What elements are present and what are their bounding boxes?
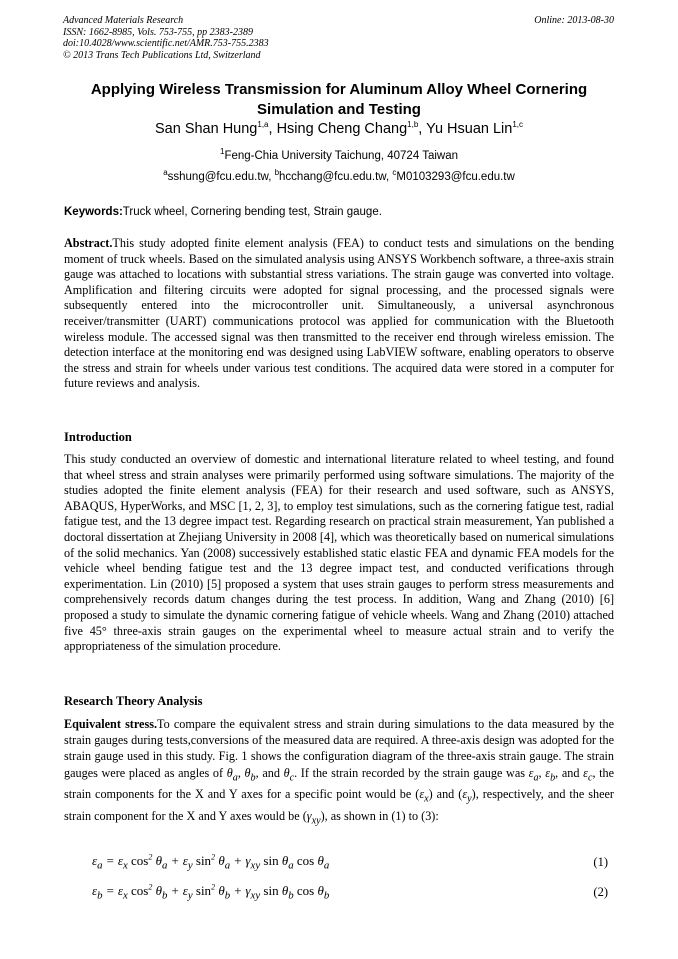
- paper-title: Applying Wireless Transmission for Aluminum Alloy Wheel Cornering Simulation and Testing: [90, 81, 588, 118]
- issn-line: ISSN: 1662-8985, Vols. 753-755, pp 2383-2389: [63, 26, 253, 38]
- introduction-paragraph: This study conducted an overview of domestic and international literature related to wheel testing, and found that wheel stress and strain analyses were primarily performed using software simulations. The majority of the studies adopted the finite element analysis (FEA) for their research and used software, such as ANSYS, ABAQUS, HyperWorks, and MSC [1, 2, 3], to employ test simulations, such as the cornering fatigue test, radial fatigue test, and the 13 degree impact test. Regarding research on practical strain measurement, Yan published a doctoral dissertation at Zhejiang University in 2008 [4], which was theoretically based on numerical simulations of the solid mechanics. Yan (2008) successively established static elastic FEA and dynamic FEA models for the vehicle wheel bending fatigue test and the 13 degree impact test, and conducted verifications through experimentation. Lin (2010) [5] proposed a system that uses strain gauges to perform stress measurements and comprehensively records datum changes during the test process. In addition, Wang and Zhang (2010) [6] proposed a study to simulate the dynamic cornering fatigue of vehicle wheels. Wang and Zhang (2010) attached five 45° three-axis strain gauges on the experimental wheel to measure actual strain and to verify the appropriateness of the simulation procedure.: [64, 452, 614, 654]
- affiliation: $^1$Feng-Chia University Taichung, 40724 Taiwan: [220, 147, 458, 162]
- author-list: San Shan Hung$^{1,a}$, Hsing Cheng Chang$^{1,b}$, Yu Hsuan Lin$^{1,c}$: [154, 120, 524, 137]
- keywords: Keywords:Truck wheel, Cornering bending test, Strain gauge.: [64, 206, 382, 218]
- abstract-label: Abstract.: [64, 236, 113, 250]
- publication-meta: [63, 15, 269, 61]
- email-list: $^a$sshung@fcu.edu.tw, $^b$hcchang@fcu.edu.tw, $^c$M0103293@fcu.edu.tw: [163, 168, 515, 183]
- equation-2: $\varepsilon_b = \varepsilon_x$ $\cos^2 \theta_b + \varepsilon_y$ $\sin^2 \theta_b + \gamma_{xy}$ $\sin \theta_b$ $\cos \theta_b$: [92, 882, 330, 902]
- doi-link[interactable]: doi:10.4028/www.scientific.net/AMR.753-755.2383: [63, 38, 269, 49]
- abstract-paragraph: Abstract.This study adopted finite element analysis (FEA) to conduct tests and simulations on the bending moment of truck wheels. Based on the simulated analysis using ANSYS Workbench software, a three-axis strain gauge was attached to locations with substantial stress variations. The strain gauge was converted into voltage. Amplification and filtering circuits were adopted for signal processing, and the processed signals were subsequently entered into the microcontroller unit. Simultaneously, a universal asynchronous receiver/transmitter (UART) communications protocol was applied for communication with the Bluetooth wireless module. The accessed signal was then transmitted to the receiver end through wireless emission. The detection interface at the monitoring end was designed using LabVIEW software, enabling operators to observe the stress and strain for wheels under various test conditions. The acquired data were stored in a computer for future reviews and analysis.: [64, 236, 614, 391]
- author-name: San Shan Hung: [154, 121, 258, 137]
- equivalent-stress-label: Equivalent stress.: [64, 717, 158, 731]
- equation-number-2: (2): [593, 885, 608, 899]
- theory-paragraph: Equivalent stress.To compare the equivalent stress and strain during simulations to the data measured by the strain gauges during tests,conversions of the measured data are required. A three-axis design was adopted for the strain gauge used in this study. Fig. 1 shows the configuration diagram of the three-axis strain gauge. The strain gauges were placed as angles of $\theta_a$, $\theta_b$, and $\theta_c$. If the strain recorded by the strain gauge was $\varepsilon_a$, $\varepsilon_b$, and $\varepsilon_c$, the strain components for the X and Y axes for a specific point would be $(\varepsilon_x)$ and $(\varepsilon_y)$, respectively, and the sheer strain component for the X and Y axes would be $(\gamma_{xy})$, as shown in (1) to (3):: [64, 717, 615, 827]
- author-name: Yu Hsuan Lin: [426, 121, 513, 137]
- email-link[interactable]: sshung@fcu.edu.tw: [167, 171, 269, 183]
- author-affil-sup: 1,a: [257, 120, 269, 130]
- author-affil-sup: 1,c: [512, 120, 524, 130]
- equation-number-1: (1): [593, 855, 608, 869]
- journal-name: Advanced Materials Research: [63, 15, 184, 26]
- section-heading-introduction: Introduction: [64, 430, 132, 444]
- online-date: Online: 2013-08-30: [534, 15, 614, 26]
- author-name: Hsing Cheng Chang: [276, 121, 408, 137]
- email-link[interactable]: M0103293@fcu.edu.tw: [396, 171, 515, 183]
- equation-1: $\varepsilon_a = \varepsilon_x$ $\cos^2 \theta_a + \varepsilon_y$ $\sin^2 \theta_a + \gamma_{xy}$ $\sin \theta_a$ $\cos \theta_a$: [92, 852, 330, 872]
- section-heading-theory: Research Theory Analysis: [64, 694, 203, 708]
- copyright-line: © 2013 Trans Tech Publications Ltd, Switzerland: [63, 49, 261, 61]
- author-affil-sup: 1,b: [407, 120, 419, 130]
- email-link[interactable]: hcchang@fcu.edu.tw: [279, 171, 386, 183]
